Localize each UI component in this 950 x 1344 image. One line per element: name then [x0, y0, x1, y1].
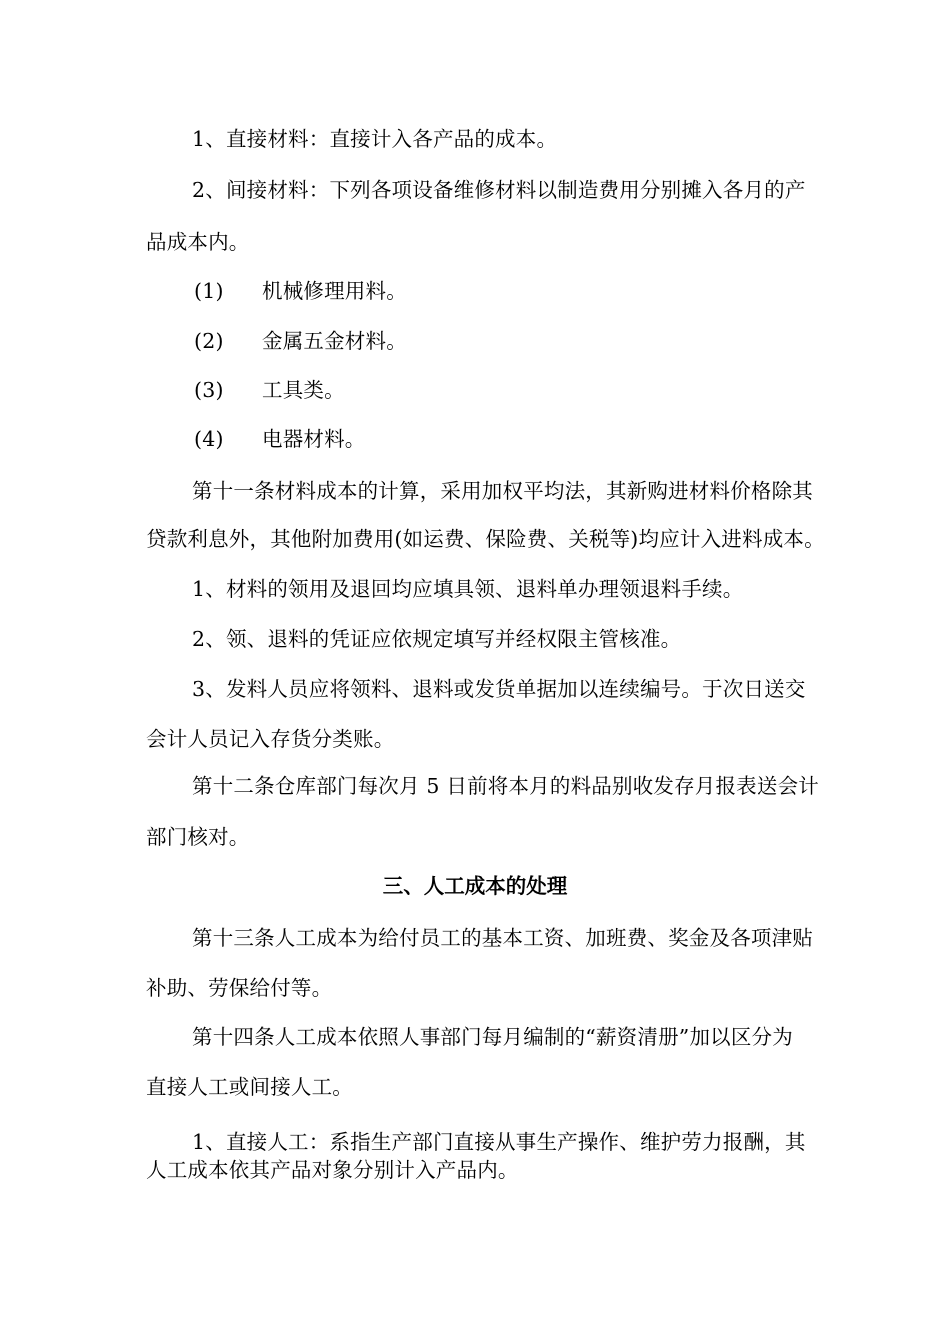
article-11-clause-2: 2、领、退料的凭证应依规定填写并经权限主管核准。 — [192, 627, 682, 651]
list-item-text: 金属五金材料。 — [262, 329, 407, 353]
article-13-line1: 第十三条人工成本为给付员工的基本工资、加班费、奖金及各项津贴 — [192, 926, 813, 950]
list-item-text: 机械修理用料。 — [262, 279, 407, 303]
article-11-clause-3-line1: 3、发料人员应将领料、退料或发货单据加以连续编号。于次日送交 — [192, 677, 806, 701]
article-14-clause-1-line1: 1、直接人工：系指生产部门直接从事生产操作、维护劳力报酬，其 — [192, 1130, 806, 1154]
paragraph-indirect-material-line2: 品成本内。 — [146, 230, 250, 254]
paragraph-direct-material: 1、直接材料：直接计入各产品的成本。 — [192, 127, 558, 151]
article-11-clause-3-line2: 会计人员记入存货分类账。 — [146, 727, 395, 751]
section-heading: 三、人工成本的处理 — [382, 874, 568, 898]
list-item-number: (4) — [194, 427, 224, 451]
article-14-line1: 第十四条人工成本依照人事部门每月编制的“薪资清册”加以区分为 — [192, 1025, 793, 1049]
article-13-line2: 补助、劳保给付等。 — [146, 976, 333, 1000]
list-item-text: 电器材料。 — [262, 427, 366, 451]
list-item-number: (1) — [194, 279, 224, 303]
article-11-clause-1: 1、材料的领用及退回均应填具领、退料单办理领退料手续。 — [192, 577, 744, 601]
article-14-clause-1-line2: 人工成本依其产品对象分别计入产品内。 — [146, 1158, 519, 1182]
article-12-line1: 第十二条仓库部门每次月 5 日前将本月的料品别收发存月报表送会计 — [192, 774, 819, 798]
article-11-line2: 贷款利息外，其他附加费用(如运费、保险费、关税等)均应计入进料成本。 — [146, 527, 825, 551]
list-item-text: 工具类。 — [262, 378, 345, 402]
article-11-line1: 第十一条材料成本的计算，采用加权平均法，其新购进材料价格除其 — [192, 479, 813, 503]
paragraph-indirect-material-line1: 2、间接材料：下列各项设备维修材料以制造费用分别摊入各月的产 — [192, 178, 806, 202]
article-12-line2: 部门核对。 — [146, 825, 250, 849]
list-item-number: (2) — [194, 329, 224, 353]
list-item-number: (3) — [194, 378, 224, 402]
article-14-line2: 直接人工或间接人工。 — [146, 1075, 353, 1099]
